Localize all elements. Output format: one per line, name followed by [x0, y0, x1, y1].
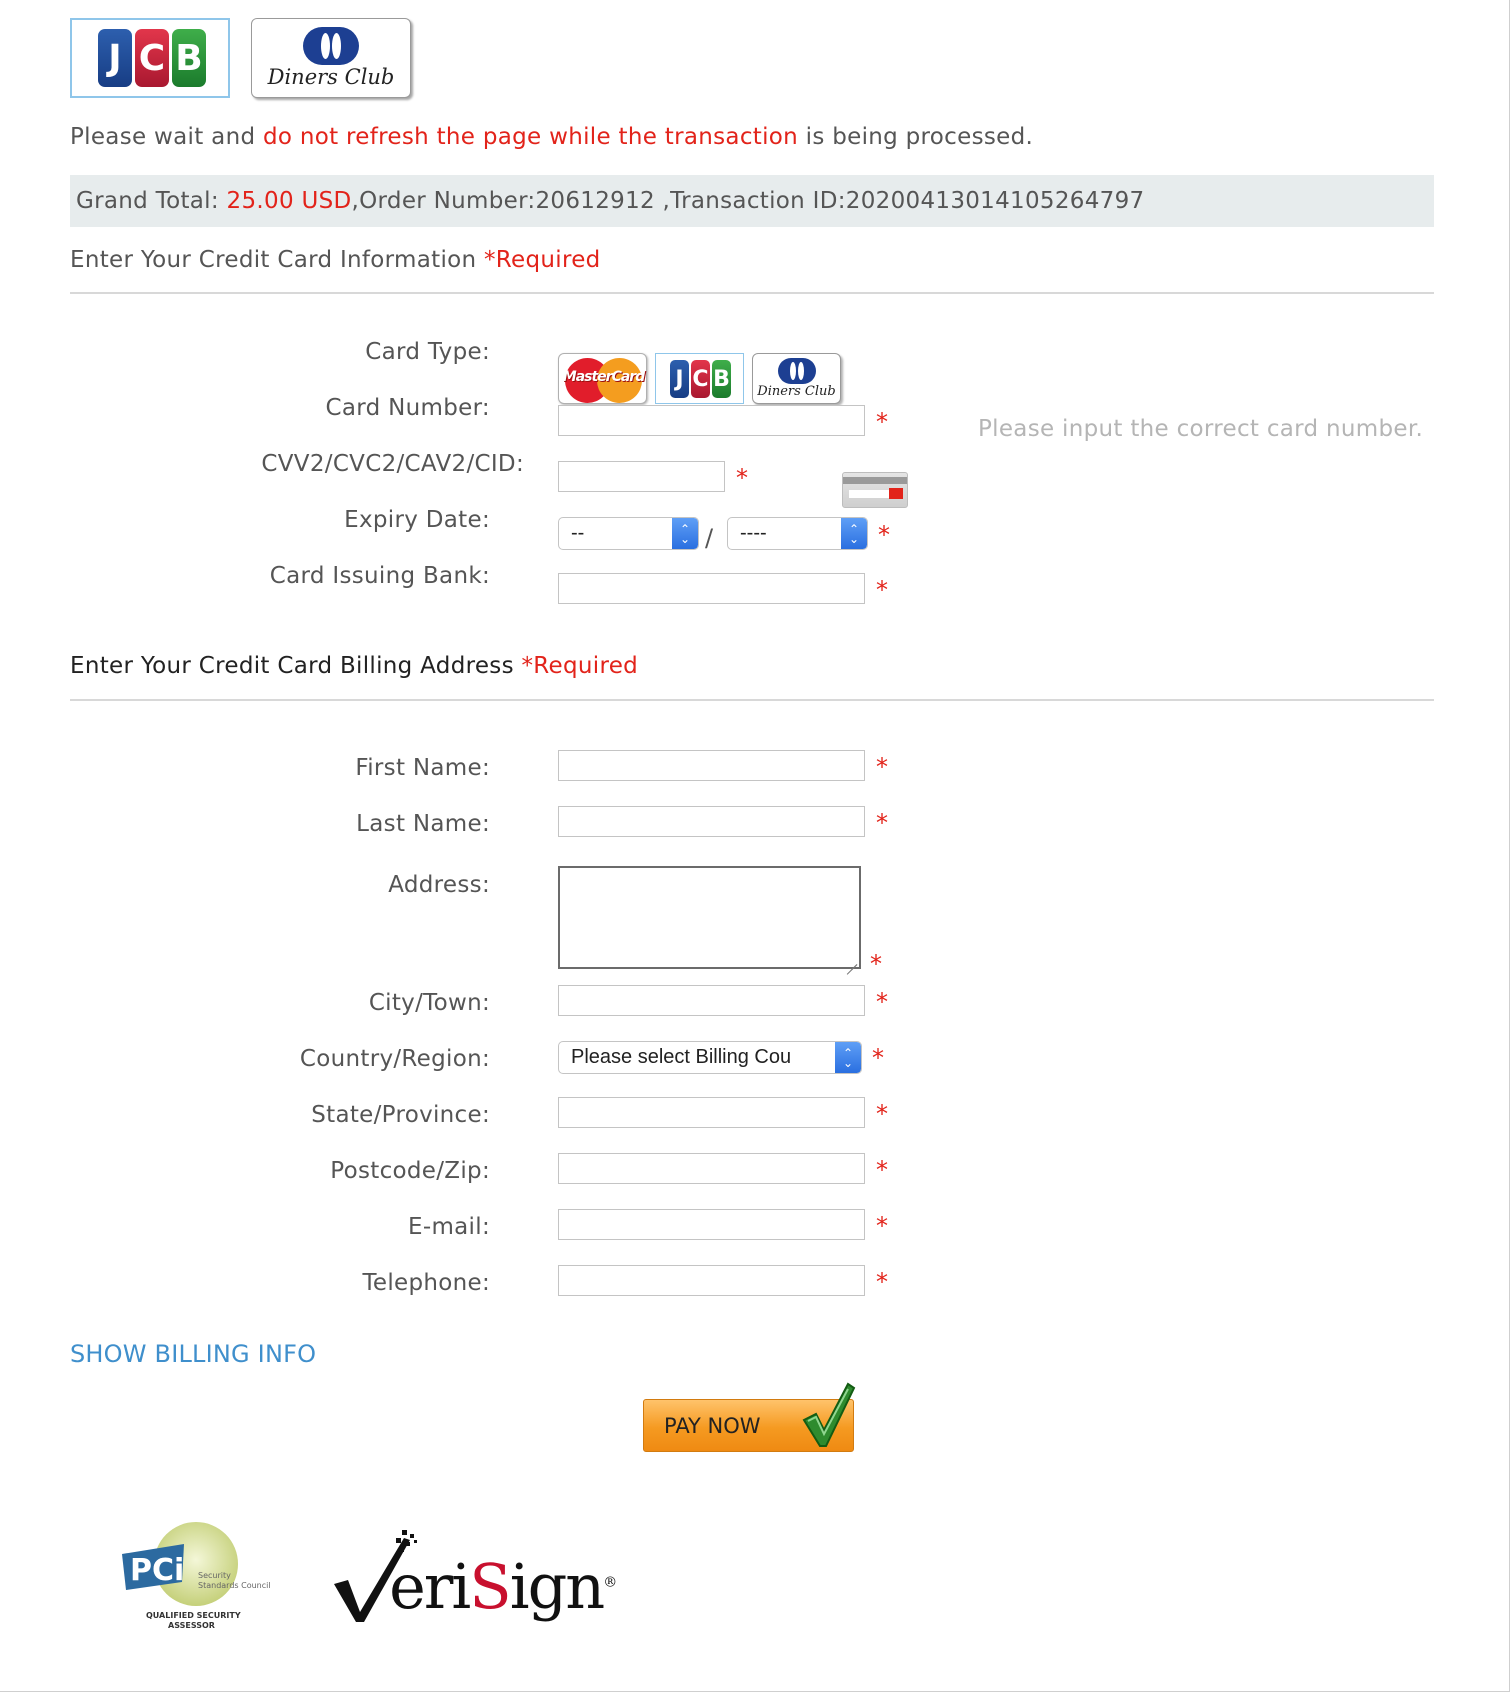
diners-club-logo: [251, 18, 411, 98]
required-star: *: [876, 576, 888, 604]
processing-notice: Please wait and do not refresh the page while the transaction is being processed.: [70, 124, 1034, 150]
required-star: *: [876, 408, 888, 436]
cvv-label: CVV2/CVC2/CAV2/CID:: [261, 451, 524, 477]
country-label: Country/Region:: [299, 1046, 490, 1072]
telephone-input[interactable]: [558, 1265, 865, 1296]
email-label: E-mail:: [408, 1214, 490, 1240]
issuing-bank-label: Card Issuing Bank:: [269, 563, 490, 589]
required-star: *: [876, 988, 888, 1016]
required-star: *: [876, 1212, 888, 1240]
telephone-label: Telephone:: [362, 1270, 490, 1296]
svg-text:PCi: PCi: [130, 1553, 185, 1588]
cvv-help-icon: [842, 472, 908, 508]
required-star: *: [736, 464, 748, 492]
chevron-up-down-icon: ⌃ ⌄: [672, 518, 698, 549]
show-billing-info-link[interactable]: SHOW BILLING INFO: [70, 1340, 317, 1368]
pay-now-button[interactable]: PAY NOW: [643, 1399, 854, 1452]
verisign-logo: eriSign®: [330, 1530, 590, 1640]
chevron-up-down-icon: ⌃ ⌄: [841, 518, 867, 549]
grand-total-value: 25.00 USD: [226, 188, 352, 214]
last-name-input[interactable]: [558, 806, 865, 837]
required-star: *: [878, 521, 890, 549]
card-info-title: Enter Your Credit Card Information *Required: [70, 247, 601, 273]
required-star: *: [870, 950, 882, 978]
state-input[interactable]: [558, 1097, 865, 1128]
postcode-input[interactable]: [558, 1153, 865, 1184]
required-star: *: [872, 1044, 884, 1072]
expiry-month-select[interactable]: -- ⌃ ⌄: [558, 517, 699, 550]
section-divider: [70, 292, 1434, 294]
card-number-label: Card Number:: [325, 395, 490, 421]
city-input[interactable]: [558, 985, 865, 1016]
order-transaction-info: ,Order Number:20612912 ,Transaction ID:20200413014105264797: [351, 188, 1145, 214]
country-select[interactable]: Please select Billing Cou ⌃ ⌄: [558, 1041, 862, 1074]
billing-address-title: Enter Your Credit Card Billing Address *Required: [70, 653, 639, 679]
required-star: *: [876, 1156, 888, 1184]
state-label: State/Province:: [311, 1102, 490, 1128]
first-name-input[interactable]: [558, 750, 865, 781]
jcb-option[interactable]: J C B: [655, 353, 744, 404]
refresh-warning: do not refresh the page while the transaction: [262, 124, 799, 150]
checkmark-icon: [798, 1380, 858, 1450]
expiry-date-label: Expiry Date:: [344, 507, 490, 533]
svg-text:QUALIFIED SECURITY: QUALIFIED SECURITY: [146, 1611, 241, 1620]
order-summary-bar: Grand Total: 25.00 USD,Order Number:20612912 ,Transaction ID:20200413014105264797: [70, 175, 1434, 227]
card-type-label: Card Type:: [365, 339, 490, 365]
diners-club-option[interactable]: Diners Club: [752, 353, 841, 404]
jcb-logo: J C B: [70, 18, 230, 98]
email-input[interactable]: [558, 1209, 865, 1240]
svg-text:Standards Council: Standards Council: [198, 1581, 271, 1590]
postcode-label: Postcode/Zip:: [330, 1158, 490, 1184]
cvv-input[interactable]: [558, 461, 725, 492]
address-textarea[interactable]: [558, 866, 861, 969]
required-star: *: [876, 753, 888, 781]
last-name-label: Last Name:: [356, 811, 490, 837]
resize-handle-icon[interactable]: [843, 953, 857, 967]
issuing-bank-input[interactable]: [558, 573, 865, 604]
city-label: City/Town:: [368, 990, 490, 1016]
required-star: *: [876, 809, 888, 837]
chevron-up-down-icon: ⌃ ⌄: [835, 1042, 861, 1073]
svg-text:Security: Security: [198, 1571, 231, 1580]
pci-security-council-logo: [118, 1522, 288, 1637]
card-number-input[interactable]: [558, 405, 865, 436]
address-label: Address:: [388, 872, 490, 898]
section-divider: [70, 699, 1434, 701]
card-number-hint: Please input the correct card number.: [978, 416, 1424, 442]
required-star: *: [876, 1268, 888, 1296]
svg-text:ASSESSOR: ASSESSOR: [168, 1621, 215, 1630]
first-name-label: First Name:: [355, 755, 490, 781]
mastercard-option[interactable]: MasterCard: [558, 353, 647, 404]
required-star: *: [876, 1100, 888, 1128]
diners-club-text: Diners Club: [267, 65, 395, 89]
expiry-separator: /: [705, 524, 714, 552]
expiry-year-select[interactable]: ---- ⌃ ⌄: [727, 517, 868, 550]
